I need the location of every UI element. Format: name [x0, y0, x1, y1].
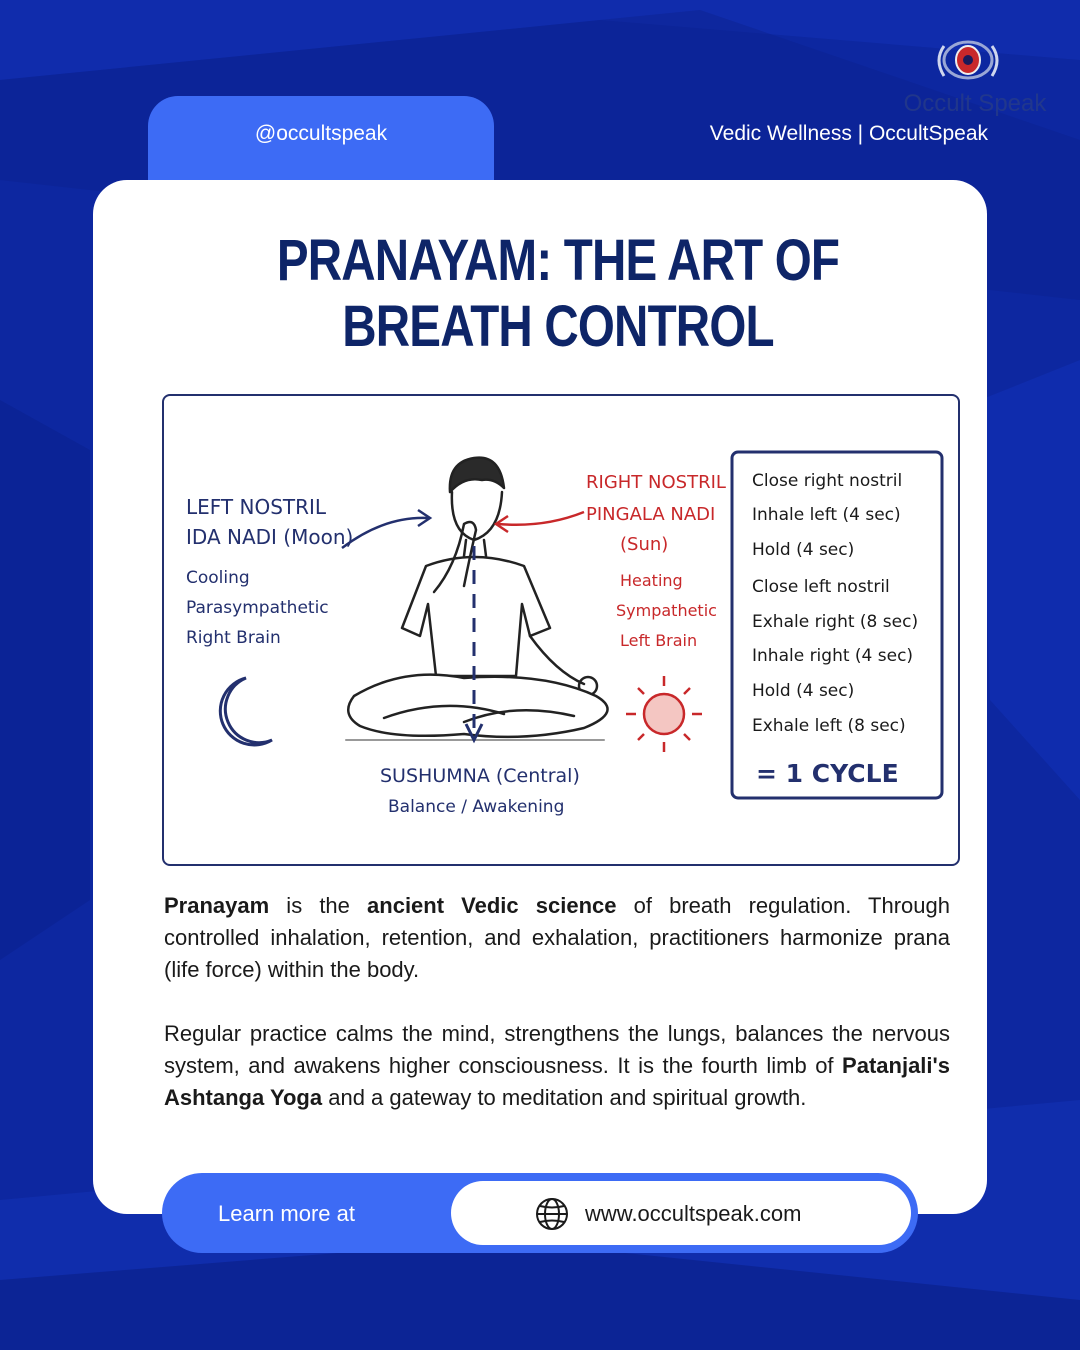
moon-icon — [220, 678, 272, 745]
brand-line: Vedic Wellness | OccultSpeak — [709, 122, 988, 145]
paragraph-2 — [164, 1018, 950, 1114]
left-trait-1: Cooling — [186, 568, 250, 588]
description — [164, 890, 950, 1146]
pingala-arrow — [498, 512, 584, 525]
bold-run-1: Patanjali's Ashtanga Yoga — [164, 1053, 950, 1110]
right-heading-3: (Sun) — [620, 534, 669, 555]
left-heading-1: LEFT NOSTRIL — [186, 495, 327, 519]
step-1: Close right nostril — [752, 471, 903, 491]
text-run-0: Regular practice calms the mind, strengthens the lungs, balances the nervous system, and awakens higher consciousness. It is the fourth limb of — [164, 1021, 950, 1078]
cycle-label: = 1 CYCLE — [756, 759, 899, 788]
bold-run-0: Pranayam — [164, 893, 270, 918]
meditating-figure — [346, 458, 608, 740]
right-trait-3: Left Brain — [620, 631, 698, 650]
text-run-1: is the — [269, 893, 368, 918]
right-trait-2: Sympathetic — [616, 601, 717, 620]
cta-label: Learn more at — [218, 1201, 355, 1226]
step-6: Inhale right (4 sec) — [752, 646, 914, 666]
bold-run-2: ancient Vedic science — [367, 893, 617, 918]
logo-text: Occult Speak — [903, 90, 1047, 117]
right-heading-2: PINGALA NADI — [586, 504, 716, 525]
occult-speak-logo — [900, 32, 1050, 122]
center-heading: SUSHUMNA (Central) — [380, 765, 580, 787]
text-run-2: and a gateway to meditation and spiritual growth. — [322, 1085, 807, 1110]
left-heading-2: IDA NADI (Moon) — [186, 525, 354, 549]
step-2: Inhale left (4 sec) — [752, 505, 901, 525]
left-trait-3: Right Brain — [186, 628, 281, 648]
paragraph-1 — [164, 890, 950, 986]
step-7: Hold (4 sec) — [752, 681, 855, 701]
page-title: PRANAYAM: THE ART OF BREATH CONTROL — [276, 228, 840, 359]
step-5: Exhale right (8 sec) — [752, 612, 919, 632]
step-3: Hold (4 sec) — [752, 540, 855, 560]
text-run-3: of breath regulation. Through controlled inhalation, retention, and exhalation, practitioners harmonize prana (life force) within the body. — [164, 893, 951, 982]
step-4: Close left nostril — [752, 577, 890, 597]
left-trait-2: Parasympathetic — [186, 598, 329, 618]
logo-emblem-icon — [900, 32, 1050, 92]
pranayam-illustration — [162, 394, 960, 866]
step-8: Exhale left (8 sec) — [752, 716, 906, 736]
social-handle: @occultspeak — [254, 122, 388, 145]
right-trait-1: Heating — [620, 571, 683, 590]
right-heading-1: RIGHT NOSTRIL — [586, 472, 726, 493]
sun-icon — [626, 676, 702, 752]
website-link[interactable]: www.occultspeak.com — [585, 1201, 802, 1226]
ida-arrow — [342, 518, 428, 548]
globe-icon — [534, 1196, 570, 1232]
center-subtitle: Balance / Awakening — [388, 797, 565, 817]
